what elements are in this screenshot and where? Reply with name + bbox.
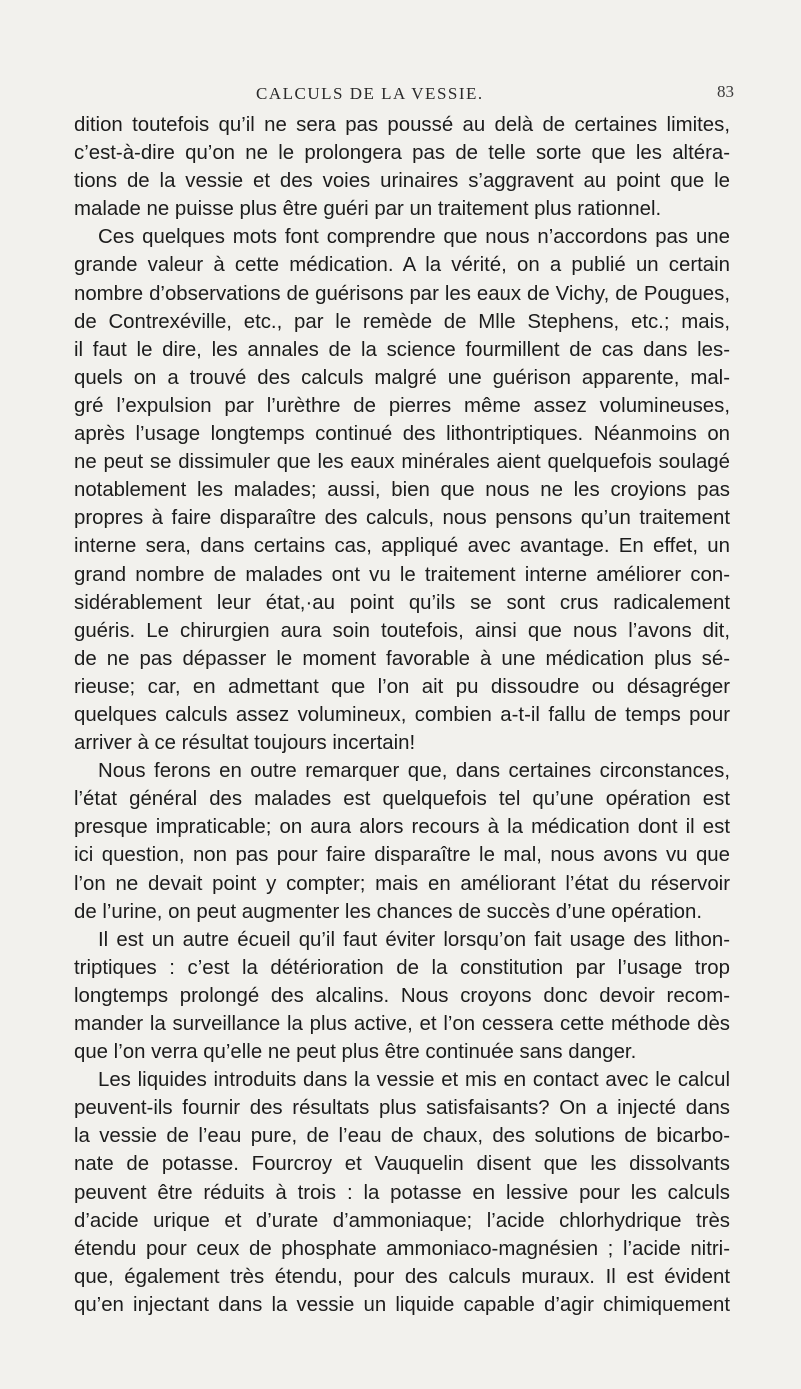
text-line: ne peut se dissimuler que les eaux minérales aient quelquefois soulagé (74, 451, 730, 474)
text-line: étendu pour ceux de phosphate ammoniaco-magnésien ; l’acide nitri- (74, 1237, 730, 1260)
text-line: après l’usage longtemps continué des lithontriptiques. Néanmoins on (74, 423, 730, 446)
text-line: sidérablement leur état,·au point qu’ils se sont crus radicalement (74, 591, 730, 614)
text-line: nombre d’observations de guérisons par les eaux de Vichy, de Pougues, (74, 282, 730, 305)
text-line: grande valeur à cette médication. A la vérité, on a publié un certain (74, 254, 730, 277)
text-line: ici question, non pas pour faire disparaître le mal, nous avons vu que (74, 844, 730, 867)
text-line: grand nombre de malades ont vu le traitement interne améliorer con- (74, 563, 730, 586)
text-line: d’acide urique et d’urate d’ammoniaque; l’acide chlorhydrique très (74, 1209, 730, 1232)
text-line: l’on ne devait point y compter; mais en améliorant l’état du réservoir (74, 872, 730, 895)
body-text (74, 111, 730, 1319)
text-line: c’est-à-dire qu’on ne le prolongera pas de telle sorte que les altéra- (74, 142, 730, 165)
text-line: guéris. Le chirurgien aura soin toutefois, ainsi que nous l’avons dit, (74, 619, 730, 642)
text-line: longtemps prolongé des alcalins. Nous croyons donc devoir recom- (74, 984, 730, 1007)
text-line: quels on a trouvé des calculs malgré une guérison apparente, mal- (74, 366, 730, 389)
text-line: rieuse; car, en admettant que l’on ait pu dissoudre ou désagréger (74, 675, 730, 698)
text-line: l’état général des malades est quelquefois tel qu’une opération est (74, 788, 730, 811)
text-line: presque impraticable; on aura alors recours à la médication dont il est (74, 816, 730, 839)
text-line: que l’on verra qu’elle ne peut plus être continuée sans danger. (74, 1041, 637, 1064)
text-line: mander la surveillance la plus active, et l’on cessera cette méthode dès (74, 1013, 730, 1035)
text-line: Ces quelques mots font comprendre que nous n’accordons pas une (98, 226, 730, 249)
text-line: gré l’expulsion par l’urèthre de pierres même assez volumineuses, (74, 394, 730, 417)
text-line: notablement les malades; aussi, bien que nous ne les croyions pas (74, 479, 730, 502)
text-line: que, également très étendu, pour des calculs muraux. Il est évident (74, 1265, 730, 1288)
running-title: CALCULS DE LA VESSIE. (256, 84, 484, 103)
text-line: nate de potasse. Fourcroy et Vauquelin disent que les dissolvants (74, 1153, 730, 1176)
text-line: interne sera, dans certains cas, appliqué avec avantage. En effet, un (74, 535, 730, 558)
text-line: de Contrexéville, etc., par le remède de Mlle Stephens, etc.; mais, (74, 310, 730, 333)
text-line: de l’urine, on peut augmenter les chances de succès d’une opération. (74, 900, 702, 923)
text-line: arriver à ce résultat toujours incertain! (74, 732, 416, 755)
text-line: quelques calculs assez volumineux, combien a-t-il fallu de temps pour (74, 703, 730, 726)
text-line: Nous ferons en outre remarquer que, dans certaines circonstances, (98, 760, 730, 783)
text-line: Les liquides introduits dans la vessie et mis en contact avec le calcul (98, 1069, 730, 1092)
text-line: il faut le dire, les annales de la science fourmillent de cas dans les- (74, 338, 730, 361)
text-line: malade ne puisse plus être guéri par un traitement plus rationnel. (74, 198, 662, 221)
text-line: peuvent-ils fournir des résultats plus satisfaisants? On a injecté dans (74, 1097, 730, 1120)
text-line: peuvent être réduits à trois : la potasse en lessive pour les calculs (74, 1181, 730, 1204)
text-line: de ne pas dépasser le moment favorable à une médication plus sé- (74, 647, 730, 670)
text-line: la vessie de l’eau pure, de l’eau de chaux, des solutions de bicarbo- (74, 1125, 730, 1148)
text-line: propres à faire disparaître des calculs, nous pensons qu’un traitement (74, 507, 730, 530)
text-line: Il est un autre écueil qu’il faut éviter lorsqu’on fait usage des lithon- (98, 928, 730, 951)
text-line: dition toutefois qu’il ne sera pas poussé au delà de certaines limites, (74, 114, 730, 136)
text-line: triptiques : c’est la détérioration de la constitution par l’usage trop (74, 956, 730, 979)
text-line: tions de la vessie et des voies urinaires s’aggravent au point que le (74, 170, 730, 193)
text-line: qu’en injectant dans la vessie un liquide capable d’agir chimiquement (74, 1293, 730, 1316)
page-number: 83 (717, 82, 734, 101)
